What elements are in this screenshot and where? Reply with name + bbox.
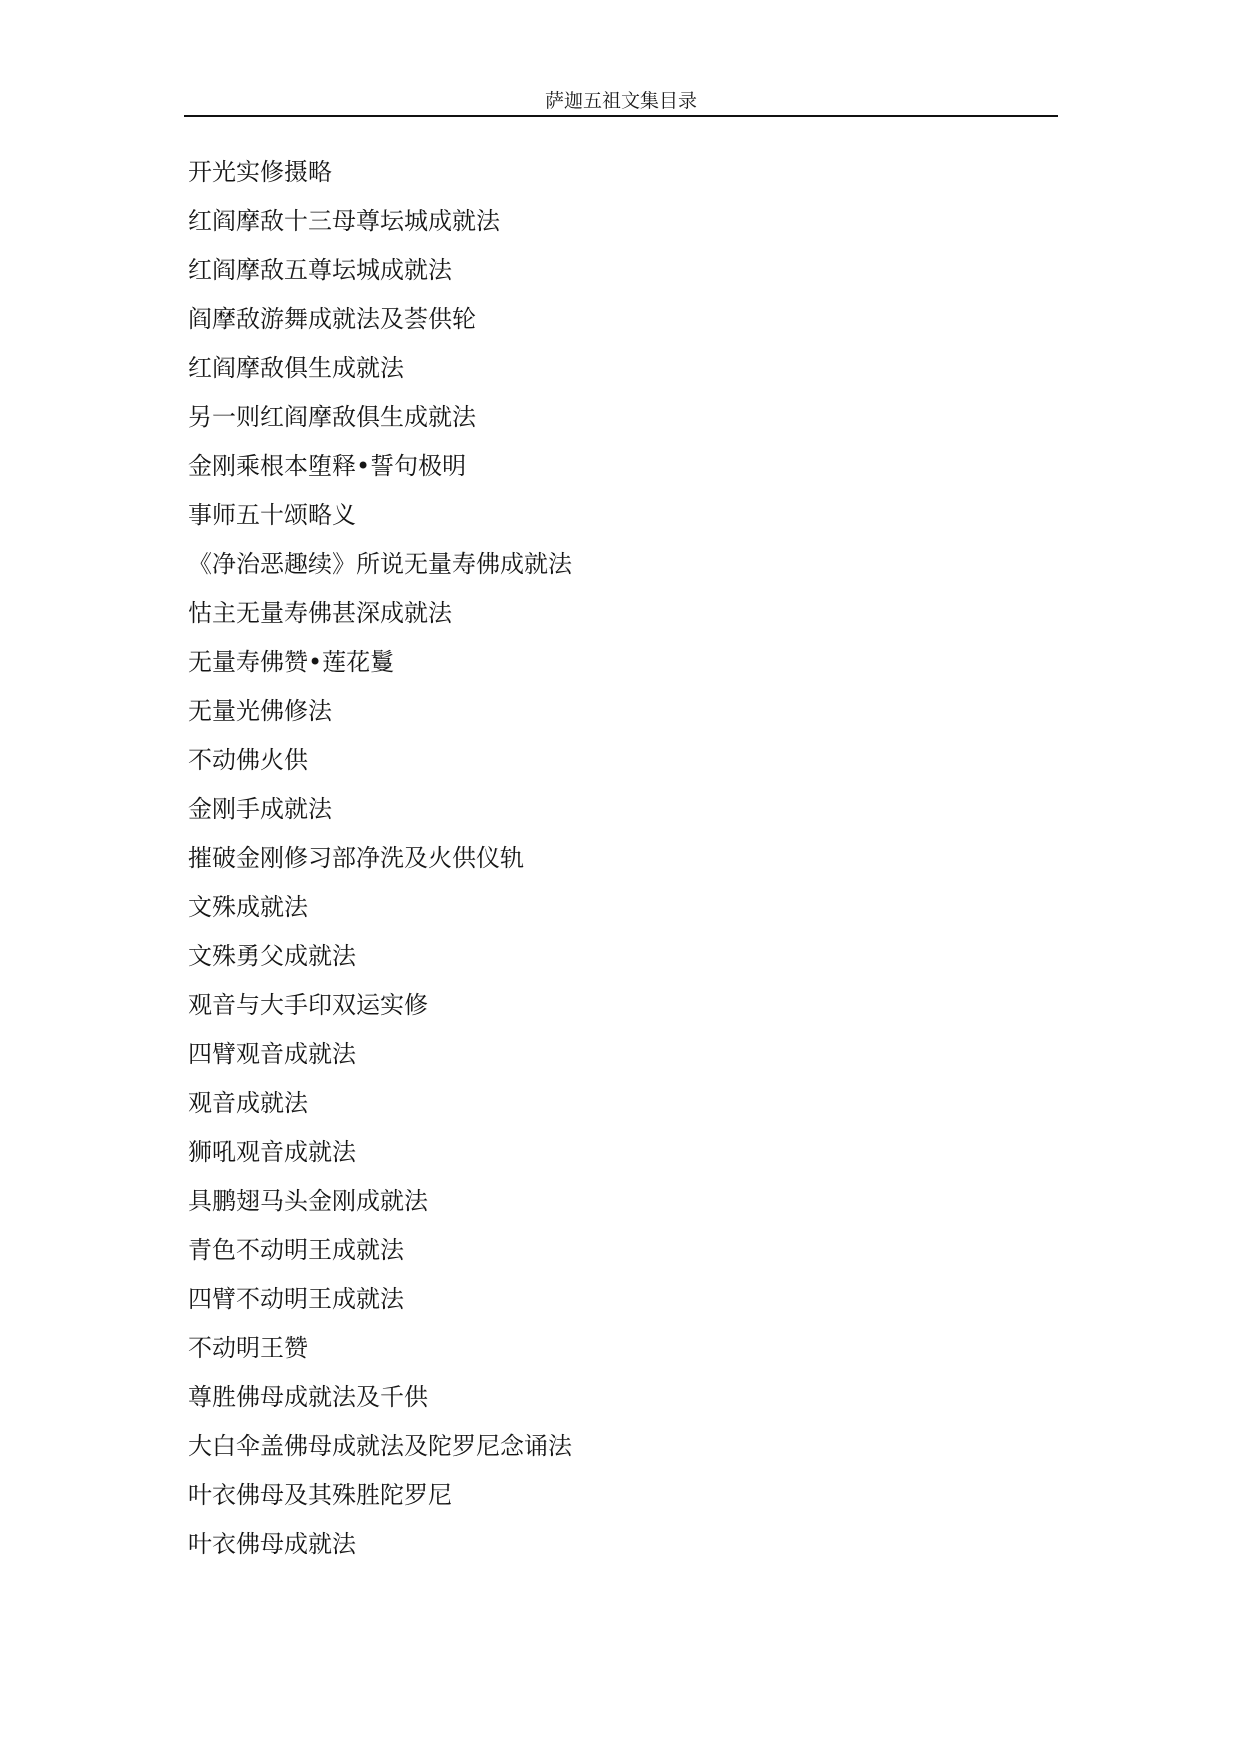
toc-entry[interactable]: 不动佛火供: [188, 746, 308, 774]
toc-entry[interactable]: 阎摩敌游舞成就法及荟供轮: [188, 305, 476, 333]
toc-entry[interactable]: 青色不动明王成就法: [188, 1236, 404, 1264]
toc-entry[interactable]: 摧破金刚修习部净洗及火供仪轨: [188, 844, 524, 872]
toc-entry[interactable]: 红阎摩敌五尊坛城成就法: [188, 256, 452, 284]
toc-entry[interactable]: 大白伞盖佛母成就法及陀罗尼念诵法: [188, 1432, 572, 1460]
toc-entry[interactable]: 四臂观音成就法: [188, 1040, 356, 1068]
toc-entry[interactable]: 狮吼观音成就法: [188, 1138, 356, 1166]
toc-entry[interactable]: 文殊成就法: [188, 893, 308, 921]
toc-entry[interactable]: 金刚手成就法: [188, 795, 332, 823]
toc-entry[interactable]: 文殊勇父成就法: [188, 942, 356, 970]
toc-entry[interactable]: 红阎摩敌十三母尊坛城成就法: [188, 207, 500, 235]
toc-entry[interactable]: 观音成就法: [188, 1089, 308, 1117]
toc-entry[interactable]: 叶衣佛母成就法: [188, 1530, 356, 1558]
page-header-title: 萨迦五祖文集目录: [544, 90, 697, 112]
toc-entry[interactable]: 具鹏翅马头金刚成就法: [188, 1187, 428, 1215]
toc-entry[interactable]: 叶衣佛母及其殊胜陀罗尼: [188, 1481, 452, 1509]
toc-entry[interactable]: 金刚乘根本堕释•誓句极明: [188, 452, 467, 480]
toc-entry[interactable]: 尊胜佛母成就法及千供: [188, 1383, 428, 1411]
toc-entry[interactable]: 四臂不动明王成就法: [188, 1285, 404, 1313]
table-of-contents: [188, 152, 572, 1573]
toc-entry[interactable]: 开光实修摄略: [188, 158, 332, 186]
toc-entry[interactable]: 不动明王赞: [188, 1334, 308, 1362]
header-divider: [184, 115, 1058, 117]
toc-entry[interactable]: 怙主无量寿佛甚深成就法: [188, 599, 452, 627]
toc-entry[interactable]: 观音与大手印双运实修: [188, 991, 428, 1019]
toc-entry[interactable]: 另一则红阎摩敌俱生成就法: [188, 403, 476, 431]
toc-entry[interactable]: 事师五十颂略义: [188, 501, 356, 529]
toc-entry[interactable]: 无量光佛修法: [188, 697, 332, 725]
toc-entry[interactable]: 红阎摩敌俱生成就法: [188, 354, 404, 382]
toc-entry[interactable]: 《净治恶趣续》所说无量寿佛成就法: [188, 550, 572, 578]
toc-entry[interactable]: 无量寿佛赞•莲花鬘: [188, 648, 395, 676]
